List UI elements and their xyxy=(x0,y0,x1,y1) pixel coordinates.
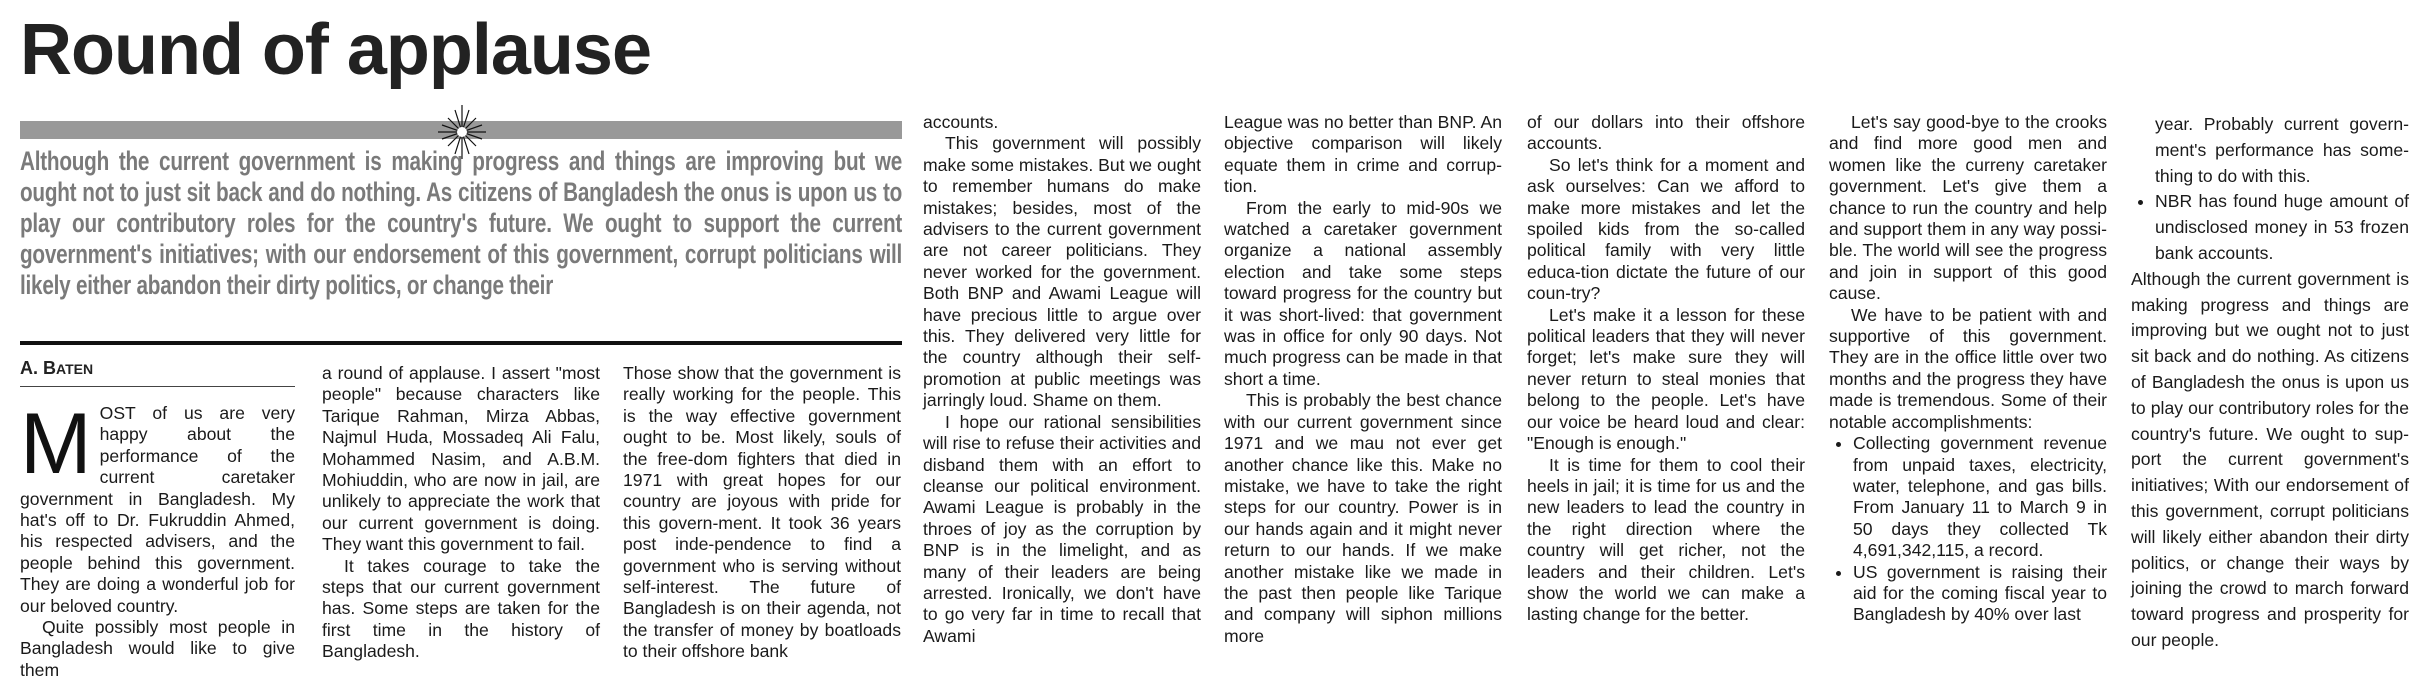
paragraph: This government will possibly make some mistakes. But we ought to remember humans do make mistakes; besides, most of the advisers to the current government are not career politicians. They never worked for the government. Both BNP and Awami League will have precious little to argue over this. They delivered very little for the country although their self-promotion at public meetings was jarringly loud. Shame on them. xyxy=(923,133,1201,411)
paragraph: This is probably the best chance with our current government since 1971 and we mau not ever get another chance like this. Make no mistake, we have to take the right steps for our country. Power is in our hands again and it might never return to our hands. If we make another mistake like we made in the past then people like Tarique and company will siphon millions more xyxy=(1224,390,1502,646)
byline xyxy=(20,358,93,379)
article-column-5 xyxy=(1224,112,1502,647)
paragraph: From the early to mid-90s we watched a caretaker government organize a national assembly election and take some steps toward progress for the country but it was short-lived: that government was in office for only 90 days. Not much progress can be made in that short a time. xyxy=(1224,197,1502,389)
paragraph: a round of applause. I assert "most people" because characters like Tarique Rahman, Mirza Abbas, Najmul Huda, Mossadeq Ali Falu, Mohammed Nasim, and A.B.M. Mohiuddin, who are now in jail, are unlikely to appreciate the work that our current government is doing. They want this government to fail. xyxy=(322,363,600,555)
deck-intro: Although the current government is making progress and things are improving but we ought not to just sit back and do nothing. As citizens of Bangladesh the onus is upon us to play our contributory roles for the country's future. We ought to support the current government's initiatives; with our endorsement of this government, corrupt politicians will likely either abandon their dirty politics, or change their xyxy=(20,146,903,300)
paragraph: accounts. xyxy=(923,112,999,132)
byline-rest: ATEN xyxy=(56,361,94,377)
headline: Round of applause xyxy=(20,10,651,90)
byline-initial: A. B xyxy=(20,358,56,378)
bullet-list xyxy=(2131,112,2409,267)
article-column-7 xyxy=(1829,112,2107,626)
byline-divider xyxy=(20,386,295,387)
paragraph: Let's say good-bye to the crooks and find more good men and women like the curreny caretaker government. Let's give them a chance to run the country and help and support them in any way possi-ble. The world will see the progress and join in support of this good cause. xyxy=(1829,112,2107,304)
paragraph: Those show that the government is really working for the people. This is the way effective government ought to be. Most likely, souls of the free-dom fighters that died in 1971 with great hopes for our country are joyous with pride for this govern-ment. It took 36 years post inde-pendence to find a government who is serving without self-interest. The future of Bangladesh is on their agenda, not the transfer of money by boatloads to their offshore bank xyxy=(623,363,901,662)
paragraph: League was no better than BNP. An objective comparison will likely equate them in crime and corrup-tion. xyxy=(1224,112,1502,197)
paragraph: of our dollars into their offshore accounts. xyxy=(1527,112,1805,154)
paragraph: I hope our rational sensibilities will rise to refuse their activities and disband them with an effort to cleanse our political environment. Awami League is probably in the throes of joy as the corruption by BNP is in the limelight, and as many of their leaders are being arrested. Ironically, we don't have to go very far in time to recall that Awami xyxy=(923,411,1201,646)
article-column-4 xyxy=(923,112,1201,647)
article-column-6 xyxy=(1527,112,1805,626)
paragraph: So let's think for a moment and ask ourselves: Can we afford to make more mistakes and let the spoiled kids from the so-called political family with very little educa-tion dictate the future of our coun-try? xyxy=(1527,154,1805,304)
article-column-1 xyxy=(20,396,295,681)
section-divider xyxy=(20,341,902,345)
paragraph: OST of us are very happy about the performance of the current caretaker government in Bangladesh. My hat's off to Dr. Fukruddin Ahmed, his respected advisers, and the people behind this government. They are doing a wonderful job for our beloved country. xyxy=(20,403,295,616)
article-column-8 xyxy=(2131,112,2409,654)
bullet-item: • US government is raising their aid for the coming fiscal year to Bangladesh by 40% over last xyxy=(1853,562,2107,626)
article-column-2 xyxy=(322,363,600,663)
article-column-3 xyxy=(623,363,901,663)
bullet-item: • NBR has found huge amount of undisclosed money in 53 frozen bank accounts. xyxy=(2155,189,2409,266)
bullet-item: • Collecting government revenue from unpaid taxes, electricity, water, telephone, and gas bills. From January 11 to March 9 in 50 days they collected Tk 4,691,342,115, a record. xyxy=(1853,433,2107,561)
bullet-list xyxy=(1829,433,2107,626)
paragraph: Let's make it a lesson for these political leaders that they will never forget; let's make sure they will never return to steal monies that belong to the people. Let's have our voice be heard loud and clear: "Enough is enough." xyxy=(1527,304,1805,454)
paragraph: It is time for them to cool their heels in jail; it is time for us and the new leaders to lead the country in the right direction where the country will get richer, not the leaders and their children. Let's show the world we can make a lasting change for the better. xyxy=(1527,454,1805,625)
paragraph: It takes courage to take the steps that our current government has. Some steps are taken for the first time in the history of Bangladesh. xyxy=(322,555,600,662)
drop-cap: M xyxy=(20,396,92,492)
bullet-item: year. Probably current govern-ment's performance has some-thing to do with this. xyxy=(2155,114,2409,186)
paragraph: We have to be patient with and supportive of this government. They are in the office little over two months and the progress they have made is tremendous. Some of their notable accomplishments: xyxy=(1829,304,2107,432)
paragraph: Quite possibly most people in Bangladesh would like to give them xyxy=(20,617,295,680)
paragraph: Although the current government is making progress and things are improving but we ought not to just sit back and do nothing. As citizens of Bangladesh the onus is upon us to play our contributory roles for the country's future. We ought to sup-port the current government's initiatives; With our endorsement of this government, corrupt politicians will likely either abandon their dirty politics, or change their ways by joining the crowd to march forward toward progress and prosperity for our people. xyxy=(2131,268,2409,650)
